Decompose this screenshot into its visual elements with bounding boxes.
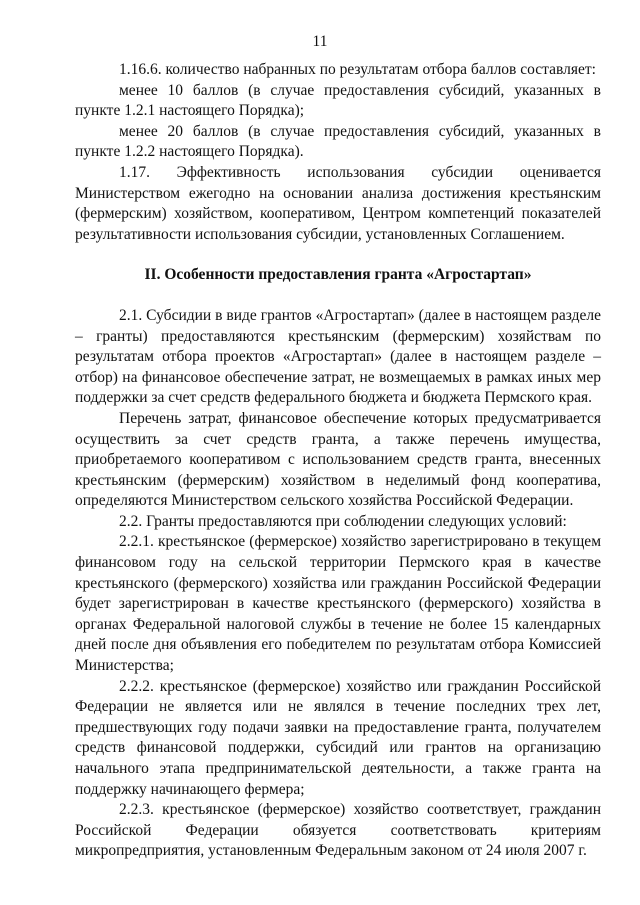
paragraph-1-17: 1.17. Эффективность использования субсидии оценивается Министерством ежегодно на основании анализа достижения крестьянским (фермерским) хозяйством, кооперативом, Центром компетенций показателей результативности использования субсидии, установленных Соглашением. — [75, 163, 601, 243]
paragraph-under-10-points: менее 10 баллов (в случае предоставления субсидий, указанных в пункте 1.2.1 настоящего Порядка); — [75, 81, 601, 120]
paragraph-1-16-6: 1.16.6. количество набранных по результатам отбора баллов составляет: — [119, 61, 596, 78]
paragraph-2-2: 2.2. Гранты предоставляются при соблюдении следующих условий: — [119, 512, 567, 530]
paragraph-2-2-2: 2.2.2. крестьянское (фермерское) хозяйство или гражданин Российской Федерации не является или не являлся в течение последних трех лет, предшествующих году подачи заявки на предоставление гранта, получателем средств финансовой поддержки, субсидий или грантов на организацию начального этапа предпринимательской деятельности, а также гранта на поддержку начинающего фермера; — [75, 677, 601, 798]
paragraph-2-1: 2.1. Субсидии в виде грантов «Агростартап» (далее в настоящем разделе – гранты) предоставляются крестьянским (фермерским) хозяйствам по результатам отбора проектов «Агростартап» (далее в настоящем разделе – отбор) на финансовое обеспечение затрат, не возмещаемых в рамках иных мер поддержки за счет средств федерального бюджета и бюджета Пермского края. — [75, 306, 601, 407]
paragraph-expense-list: Перечень затрат, финансовое обеспечение которых предусматривается осуществить за счет средств гранта, а также перечень имущества, приобретаемого кооперативом с использованием средств гранта, внесенных крестьянским (фермерским) хозяйством в неделимый фонд кооператива, определяются Министерством сельского хозяйства Российской Федерации. — [75, 409, 601, 510]
page-number: 11 — [312, 33, 328, 50]
document-body — [75, 60, 601, 862]
paragraph-under-20-points: менее 20 баллов (в случае предоставления субсидий, указанных в пункте 1.2.2 настоящего Порядка). — [75, 122, 601, 161]
paragraph-2-2-1: 2.2.1. крестьянское (фермерское) хозяйство зарегистрировано в текущем финансовом году на сельской территории Пермского края в качестве крестьянского (фермерского) хозяйства или гражданин Российской Федерации будет зарегистрирован в качестве крестьянского (фермерского) хозяйства в органах Федеральной налоговой службы в течение не более 15 календарных дней после дня объявления его победителем по результатам отбора Комиссией Министерства; — [75, 533, 601, 675]
section-heading: II. Особенности предоставления гранта «Агростартап» — [144, 266, 532, 284]
paragraph-2-2-3: 2.2.3. крестьянское (фермерское) хозяйство соответствует, гражданин Российской Федерации обязуется соответствовать критериям микропредприятия, установленным Федеральным законом от 24 июля 2007 г. — [75, 801, 601, 860]
